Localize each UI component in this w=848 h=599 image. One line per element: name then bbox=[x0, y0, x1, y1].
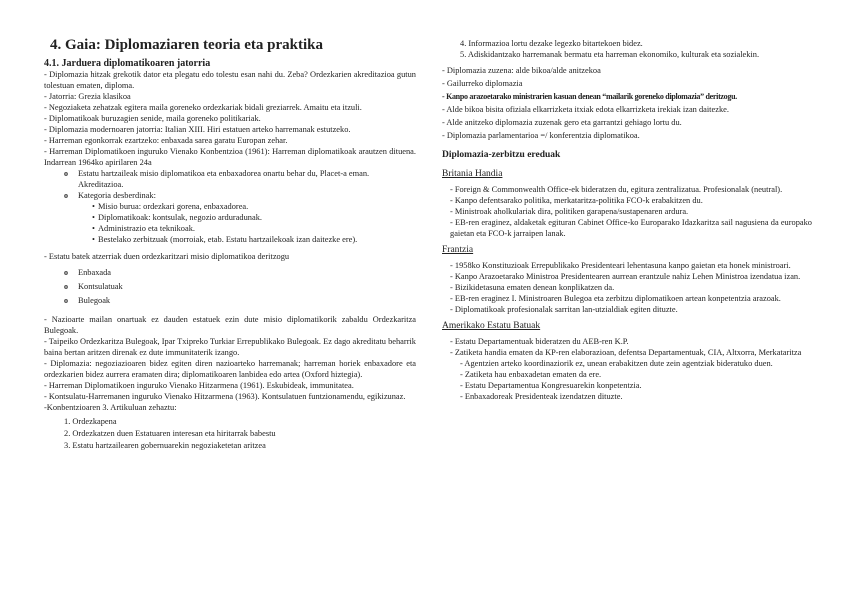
section-heading: 4.1. Jarduera diplomatikoaren jatorria bbox=[44, 58, 211, 69]
list-item: 2. Ordezkatzen duen Estatuaren interesan eta hiritarrak babestu bbox=[64, 429, 276, 438]
text-line: - EB-ren eraginez, aldaketak egituran Cabinet Office-ko Europarako Idazkaritza sail nagusiena da europako gaietan eta FCO-k jarraipen lanak. bbox=[450, 218, 812, 238]
convention-list bbox=[64, 168, 416, 201]
text-line: - Foreign & Commonwealth Office-ek bideratzen du, egitura zentralizatua. Profesionalak (neutral). bbox=[450, 185, 783, 194]
list-item: o Estatu hartzaileak misio diplomatikoa eta enbaxadorea onartu behar du, Placet-a eman. Akreditazioa. bbox=[64, 168, 416, 190]
list-item: • Administrazio eta teknikoak. bbox=[92, 223, 416, 234]
text-line: - Estatu Departamentuak bideratzen du AEB-ren K.P. bbox=[450, 337, 629, 346]
section-heading: Diplomazia-zerbitzu ereduak bbox=[442, 150, 561, 160]
text-line: - Kanpo defentsarako politika, merkataritza-politika FCO-k erabakitzen du. bbox=[450, 196, 703, 205]
amerika-block bbox=[450, 336, 812, 402]
list-item: • Misio burua: ordezkari gorena, enbaxadorea. bbox=[92, 201, 416, 212]
text-line: - Negoziaketa zehatzak egitera maila goreneko ordezkariak bidali greziarrek. Amaitu eta itzuli. bbox=[44, 103, 362, 112]
text-line: - Gailurreko diplomazia bbox=[442, 79, 523, 88]
text-line: - EB-ren eraginez I. Ministroaren Bulegoa eta zerbitzu diplomatikoen artean konpetentzia arazoak. bbox=[450, 294, 781, 303]
list-item: 3. Estatu hartzailearen gobernuarekin negoziaketetan aritzea bbox=[64, 441, 266, 450]
text-line: - Diplomazia modernoaren jatorria: Italian XIII. Hiri estatuen arteko harremanak estutzeko. bbox=[44, 125, 351, 134]
text-line: - Diplomatikoak profesionalak sarritan lan-utzialdiak egiten dituzte. bbox=[450, 305, 678, 314]
list-item: 1. Ordezkapena bbox=[64, 417, 117, 426]
text-line: - Bizikidetasuna ematen denean konplikatzen da. bbox=[450, 283, 615, 292]
subsection-heading: Britania Handia bbox=[442, 169, 503, 179]
list-item: o Bulegoak bbox=[64, 294, 416, 308]
frantzia-block bbox=[450, 260, 812, 315]
text-line: - Taipeiko Ordezkaritza Bulegoak, Ipar Txipreko Turkiar Errepublikako Bulegoak. Ez dago akreditatu beharrik baina bertan aritzen direnak ez dute immunitaterik izango. bbox=[44, 337, 416, 357]
text-line: - Diplomatikoak buruzagien senide, maila goreneko politikariak. bbox=[44, 114, 261, 123]
text-line: - Enbaxadoreak Presidenteak izendatzen dituzte. bbox=[460, 392, 623, 401]
article-list bbox=[64, 416, 416, 452]
rest-block bbox=[44, 314, 416, 413]
page-title: 4. Gaia: Diplomaziaren teoria eta praktika bbox=[50, 37, 324, 53]
list-item: o Kontsulatuak bbox=[64, 280, 416, 294]
text-line: - Estatu Departamentua Kongresuarekin konpetentzia. bbox=[460, 381, 642, 390]
text-line: - Diplomazia: negoziazioaren bidez egiten diren nazioarteko harremanak; harreman horiek enbaxadore eta ordezkarien bidez aurrera eramaten dira; diplomatikoaren lanbidea edo artea (Oxford hiztegia). bbox=[44, 359, 416, 379]
text-line: - Alde bikoa bisita ofiziala elkarrizketa itxiak edota elkarrizketa irekiak izan daitezke. bbox=[442, 105, 729, 114]
text-line: - Diplomazia hitzak grekotik dator eta plegatu edo tolestu esan nahi du. Zeba? Ordezkarien akreditazioa gutun tolestuan ematen, diploma. bbox=[44, 70, 416, 90]
text-line: - Alde anitzeko diplomazia zuzenak gero eta garrantzi gehiago lortu du. bbox=[442, 118, 682, 127]
list-item: 4. Informazioa lortu dezake legezko bitartekoen bidez. bbox=[460, 39, 643, 48]
text-line: -Konbentzioaren 3. Artikuluan zehaztu: bbox=[44, 403, 177, 412]
text-line: - Estatu batek atzerriak duen ordezkaritzari misio diplomatikoa deritzogu bbox=[44, 252, 290, 261]
subsection-heading: Amerikako Estatu Batuak bbox=[442, 321, 541, 331]
category-list bbox=[92, 201, 416, 245]
right-column bbox=[442, 38, 812, 402]
text-line: - Harreman egonkorrak ezartzeko: enbaxada sarea garatu Europan zehar. bbox=[44, 136, 288, 145]
text-line: - Jatorria: Grezia klasikoa bbox=[44, 92, 131, 101]
list-item: o Kategoria desberdinak: bbox=[64, 190, 416, 201]
text-line: - Zatiketa handia ematen da KP-ren elaborazioan, defentsa Departamentuak, CIA, Altxorra, Merkataritza bbox=[450, 348, 802, 357]
list-item: • Diplomatikoak: kontsulak, negozio arduradunak. bbox=[92, 212, 416, 223]
text-line: - Zatiketa hau enbaxadetan ematen da ere. bbox=[460, 370, 602, 379]
article-list-cont bbox=[460, 38, 812, 60]
types-block bbox=[442, 64, 812, 142]
left-column bbox=[44, 58, 416, 452]
list-item: o Enbaxada bbox=[64, 266, 416, 280]
text-line: - Kanpo Arazoetarako Ministroa Presidentearen aurrean erantzule nahiz Lehen Ministroa izendatua izan. bbox=[450, 272, 801, 281]
text-line: - Agentzien arteko koordinaziorik ez, unean erabakitzen dute zein agentziak bideratuko duen. bbox=[460, 359, 773, 368]
text-line: - Harreman Diplomatikoen inguruko Vienako Hitzarmena (1961). Eskubideak, immunitatea. bbox=[44, 381, 354, 390]
text-line: - Kanpo arazoetarako ministrarien kasuan denean “mailarik goreneko diplomazia” deritzogu. bbox=[442, 92, 737, 101]
intro-block bbox=[44, 69, 416, 168]
mission-list bbox=[64, 266, 416, 308]
text-line: - Nazioarte mailan onartuak ez dauden estatuek ezin dute misio diplomatikorik zabaldu Ordezkaritza Bulegoak. bbox=[44, 315, 416, 335]
text-line: - Harreman Diplomatikoen inguruko Vienako Konbentzioa (1961): Harreman diplomatikoak arautzen dituena. Indarrean 1964ko apirilaren 24a bbox=[44, 147, 416, 167]
text-line: - Ministroak aholkulariak dira, politiken garapena/sustapenaren ardura. bbox=[450, 207, 689, 216]
text-line: - Diplomazia parlamentarioa =/ konferentzia diplomatikoa. bbox=[442, 131, 640, 140]
subsection-heading: Frantzia bbox=[442, 245, 474, 255]
text-line: - 1958ko Konstituzioak Errepublikako Presidenteari lehentasuna kanpo gaietan eta honek ministroari. bbox=[450, 261, 791, 270]
list-item: 5. Adiskidantzako harremanak bermatu eta harreman ekonomiko, kulturak eta sozialekin. bbox=[460, 50, 760, 59]
list-item: • Bestelako zerbitzuak (morroiak, etab. Estatu hartzailekoak izan daitezke ere). bbox=[92, 234, 416, 245]
text-line: - Kontsulatu-Harremanen inguruko Vienako Hitzarmena (1963). Kontsulatuen funtzionamendu, egikizunaz. bbox=[44, 392, 406, 401]
britania-block bbox=[450, 184, 812, 239]
text-line: - Diplomazia zuzena: alde bikoa/alde anitzekoa bbox=[442, 66, 601, 75]
